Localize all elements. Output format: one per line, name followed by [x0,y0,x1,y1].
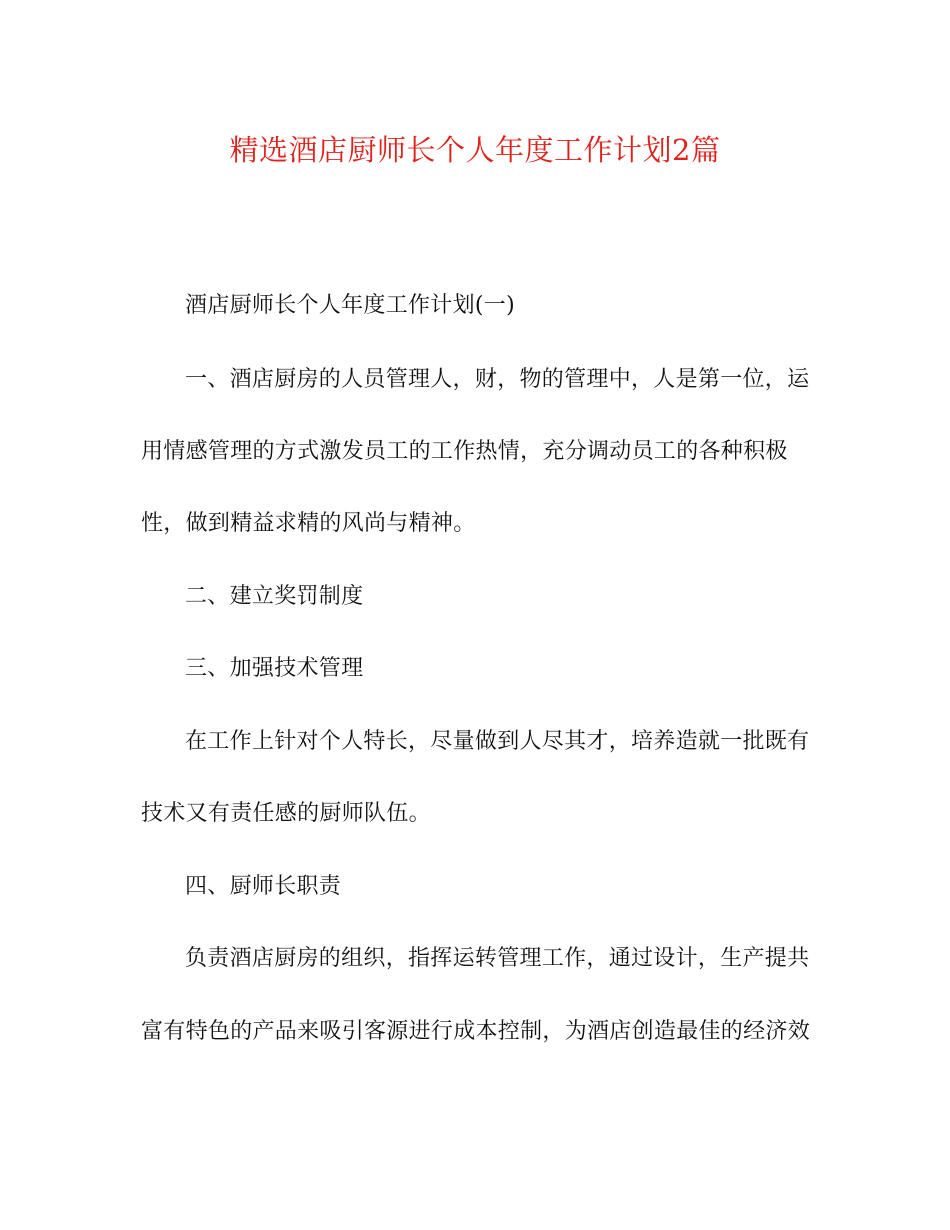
section-heading: 四、厨师长职责 [185,874,342,899]
paragraph-line: 性，做到精益求精的风尚与精神。 [141,511,476,536]
paragraph-line: 一、酒店厨房的人员管理人，财，物的管理中，人是第一位，运 [185,367,810,392]
section-heading: 三、加强技术管理 [185,656,364,681]
subtitle-plan-one: 酒店厨师长个人年度工作计划(一) [185,293,515,318]
document-title: 精选酒店厨师长个人年度工作计划2篇 [229,133,721,167]
paragraph-line: 在工作上针对个人特长，尽量做到人尽其才，培养造就一批既有 [185,729,810,754]
paragraph-line: 技术又有责任感的厨师队伍。 [141,801,431,826]
paragraph-line: 负责酒店厨房的组织，指挥运转管理工作，通过设计，生产提共 [185,946,810,971]
section-heading: 二、建立奖罚制度 [185,584,364,609]
paragraph-line: 用情感管理的方式激发员工的工作热情，充分调动员工的各种积极 [141,439,788,464]
paragraph-line: 富有特色的产品来吸引客源进行成本控制，为酒店创造最佳的经济效 [141,1019,811,1044]
